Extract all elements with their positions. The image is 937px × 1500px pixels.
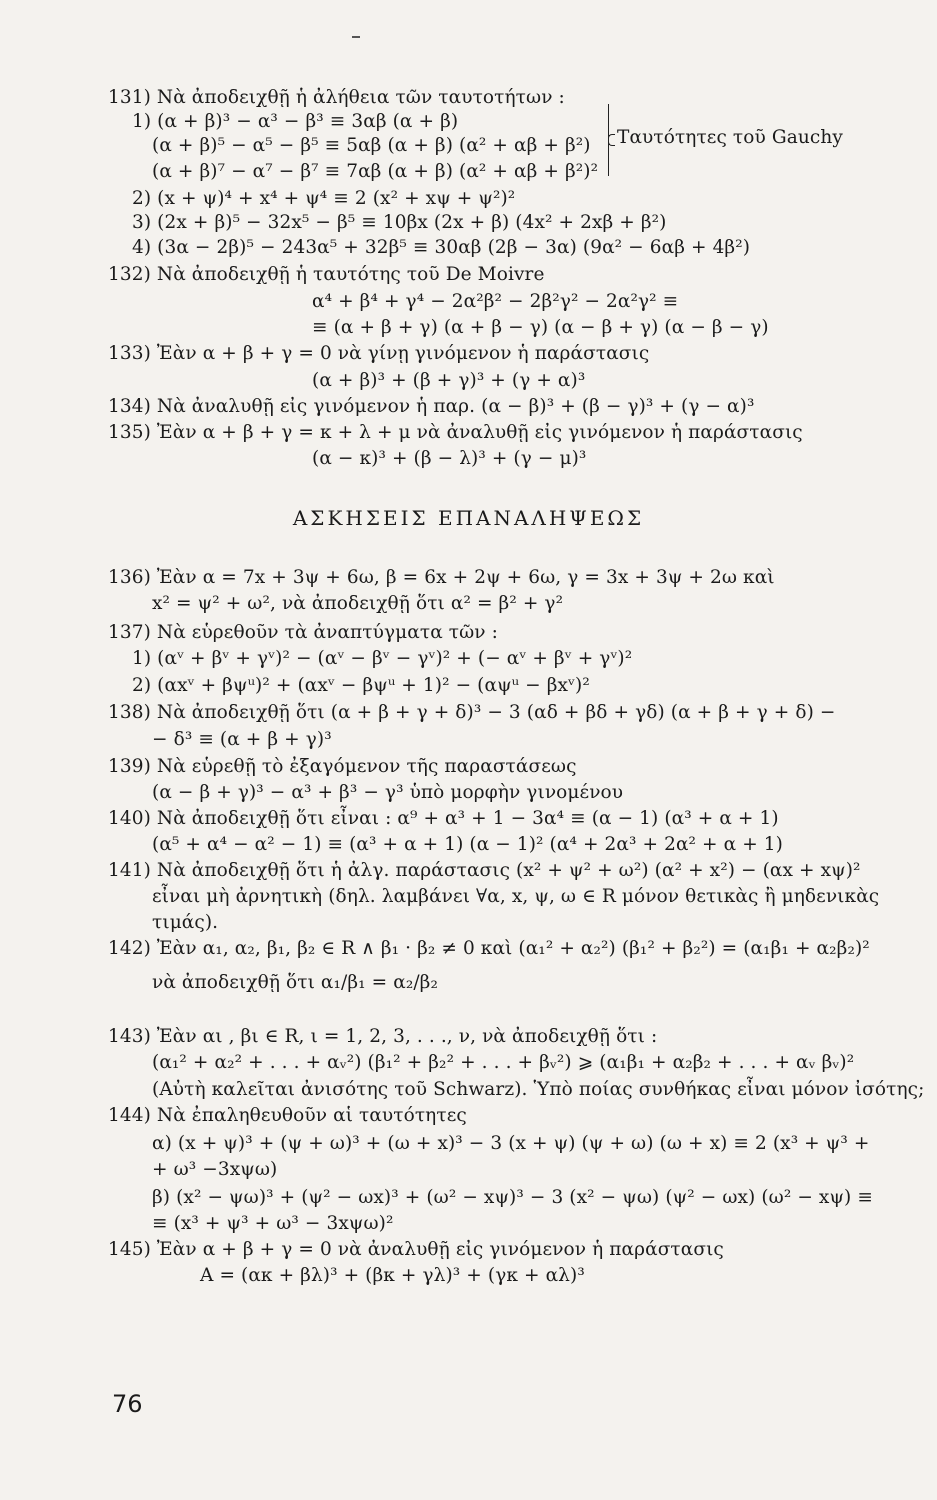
exercise-139: 139) Νὰ εὑρεθῇ τὸ ἐξαγόμενον τῆς παραστάσεως <box>108 756 577 777</box>
formula-line: β) (x² − ψω)³ + (ψ² − ωx)³ + (ω² − xψ)³ − 3 (x² − ψω) (ψ² − ωx) (ω² − xψ) ≡ <box>152 1187 873 1208</box>
exercise-134: 134) Νὰ ἀναλυθῇ εἰς γινόμενον ἡ παρ. (α − β)³ + (β − γ)³ + (γ − α)³ <box>108 396 755 417</box>
identity-line: 1) (α + β)³ − α³ − β³ ≡ 3αβ (α + β) <box>132 111 459 132</box>
exercise-131: 131) Νὰ ἀποδειχθῇ ἡ ἀλήθεια τῶν ταυτοτήτων : <box>108 87 565 108</box>
identity-line: 2) (x + ψ)⁴ + x⁴ + ψ⁴ ≡ 2 (x² + xψ + ψ²)² <box>132 188 516 209</box>
formula-line: 2) (αxᵛ + βψᵘ)² + (αxᵛ − βψᵘ + 1)² − (αψᵘ − βxᵛ)² <box>132 675 590 696</box>
text-line: x² = ψ² + ω², νὰ ἀποδειχθῇ ὅτι α² = β² + γ² <box>152 593 564 614</box>
formula-line: α) (x + ψ)³ + (ψ + ω)³ + (ω + x)³ − 3 (x + ψ) (ψ + ω) (ω + x) ≡ 2 (x³ + ψ³ + <box>152 1133 870 1154</box>
exercise-143: 143) Ἐὰν αι , βι ∈ R, ι = 1, 2, 3, . . ., ν, νὰ ἀποδειχθῇ ὅτι : <box>108 1026 658 1047</box>
cauchy-label: Ταυτότητες τοῦ Gauchy <box>617 127 843 148</box>
identity-line: 3) (2x + β)⁵ − 32x⁵ − β⁵ ≡ 10βx (2x + β) (4x² + 2xβ + β²) <box>132 212 667 233</box>
formula-line: ≡ (x³ + ψ³ + ω³ − 3xψω)² <box>152 1213 394 1234</box>
top-mark <box>352 36 360 38</box>
text-line: (Αὐτὴ καλεῖται ἀνισότης τοῦ Schwarz). Ὑπὸ ποίας συνθήκας εἶναι μόνον ἰσότης; <box>152 1079 925 1100</box>
exercise-137: 137) Νὰ εὑρεθοῦν τὰ ἀναπτύγματα τῶν : <box>108 622 498 643</box>
formula-line: (α₁² + α₂² + . . . + αᵥ²) (β₁² + β₂² + . . . + βᵥ²) ⩾ (α₁β₁ + α₂β₂ + . . . + αᵥ βᵥ)² <box>152 1052 855 1073</box>
formula-line: 1) (αᵛ + βᵛ + γᵛ)² − (αᵛ − βᵛ − γᵛ)² + (− αᵛ + βᵛ + γᵛ)² <box>132 648 633 669</box>
formula-line: (α − β + γ)³ − α³ + β³ − γ³ ὑπὸ μορφὴν γινομένου <box>152 782 624 803</box>
exercise-138: 138) Νὰ ἀποδειχθῇ ὅτι (α + β + γ + δ)³ − 3 (αδ + βδ + γδ) (α + β + γ + δ) − <box>108 702 836 723</box>
formula-line: (α + β)³ + (β + γ)³ + (γ + α)³ <box>312 370 586 391</box>
exercise-140: 140) Νὰ ἀποδειχθῇ ὅτι εἶναι : α⁹ + α³ + 1 − 3α⁴ ≡ (α − 1) (α³ + α + 1) <box>108 808 779 829</box>
cauchy-brace <box>598 104 609 176</box>
exercise-145: 145) Ἐὰν α + β + γ = 0 νὰ ἀναλυθῇ εἰς γινόμενον ἡ παράστασις <box>108 1239 724 1260</box>
formula-line: Α = (ακ + βλ)³ + (βκ + γλ)³ + (γκ + αλ)³ <box>200 1265 585 1286</box>
exercise-133: 133) Ἐὰν α + β + γ = 0 νὰ γίνῃ γινόμενον ἡ παράστασις <box>108 343 650 364</box>
identity-line: (α + β)⁵ − α⁵ − β⁵ ≡ 5αβ (α + β) (α² + αβ + β²) <box>152 135 591 156</box>
exercise-135: 135) Ἐὰν α + β + γ = κ + λ + μ νὰ ἀναλυθῇ εἰς γινόμενον ἡ παράστασις <box>108 422 803 443</box>
formula-line: ≡ (α + β + γ) (α + β − γ) (α − β + γ) (α − β − γ) <box>312 317 769 338</box>
formula-line: (α⁵ + α⁴ − α² − 1) ≡ (α³ + α + 1) (α − 1)² (α⁴ + 2α³ + 2α² + α + 1) <box>152 834 783 855</box>
identity-line: (α + β)⁷ − α⁷ − β⁷ ≡ 7αβ (α + β) (α² + αβ + β²)² <box>152 161 599 182</box>
section-heading: ΑΣΚΗΣΕΙΣ ΕΠΑΝΑΛΗΨΕΩΣ <box>292 506 645 530</box>
page-number: 76 <box>112 1390 143 1418</box>
identity-line: 4) (3α − 2β)⁵ − 243α⁵ + 32β⁵ ≡ 30αβ (2β − 3α) (9α² − 6αβ + 4β²) <box>132 237 751 258</box>
text-line: εἶναι μὴ ἀρνητικὴ (δηλ. λαμβάνει ∀α, x, ψ, ω ∈ R μόνον θετικὰς ἢ μηδενικὰς <box>152 886 880 907</box>
formula-line: − δ³ ≡ (α + β + γ)³ <box>152 729 332 750</box>
formula-line: (α − κ)³ + (β − λ)³ + (γ − μ)³ <box>312 448 587 469</box>
formula-line: α⁴ + β⁴ + γ⁴ − 2α²β² − 2β²γ² − 2α²γ² ≡ <box>312 291 679 312</box>
formula-line: νὰ ἀποδειχθῇ ὅτι α₁/β₁ = α₂/β₂ <box>152 972 438 993</box>
exercise-132: 132) Νὰ ἀποδειχθῇ ἡ ταυτότης τοῦ De Moivre <box>108 264 545 285</box>
formula-line: + ω³ −3xψω) <box>152 1159 278 1180</box>
exercise-136: 136) Ἐὰν α = 7x + 3ψ + 6ω, β = 6x + 2ψ + 6ω, γ = 3x + 3ψ + 2ω καὶ <box>108 567 775 588</box>
exercise-142: 142) Ἐὰν α₁, α₂, β₁, β₂ ∈ R ∧ β₁ · β₂ ≠ 0 καὶ (α₁² + α₂²) (β₁² + β₂²) = (α₁β₁ + α₂β₂)² <box>108 938 870 959</box>
exercise-144: 144) Νὰ ἐπαληθευθοῦν αἱ ταυτότητες <box>108 1105 467 1126</box>
text-line: τιμάς). <box>152 912 219 933</box>
exercise-141: 141) Νὰ ἀποδειχθῇ ὅτι ἡ ἀλγ. παράστασις (x² + ψ² + ω²) (α² + x²) − (αx + xψ)² <box>108 860 861 881</box>
